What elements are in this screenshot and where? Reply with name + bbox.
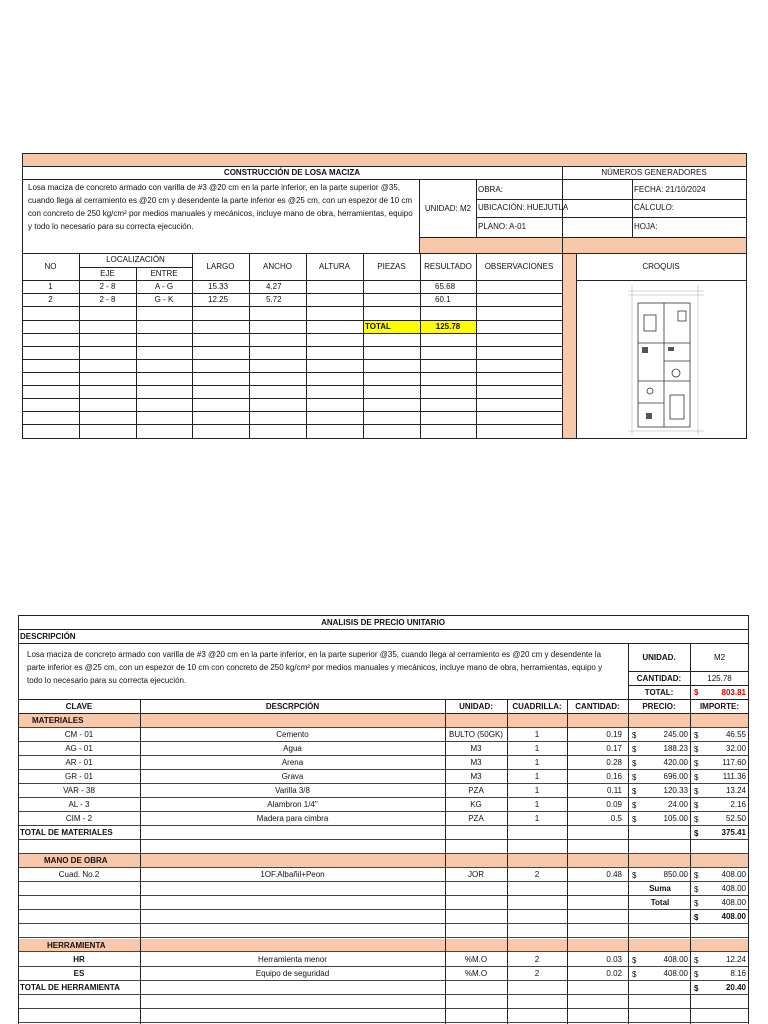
mo-final-value: 408.00 [721, 912, 746, 922]
apu-description: Losa maciza de concreto armado con varilla de #3 @20 cm en la parte inferior, en la parte superior @35, cuando llega al cerramiento es @20 cm y desendente la parte inferior es @25 cm, con un espezor de 10 cm con concreto de 250 kg/cm² por medios manuales y mecánicos, incluye mano de obra, herramientas, equipo y todo lo necesario para su correcta ejecución. [27, 650, 603, 685]
row-2-resultado: 60.1 [435, 295, 451, 305]
table-row: AG - 01 [65, 744, 93, 754]
apu-col-descripcion: DESCRPCIÓN [265, 701, 320, 711]
calculo-label: CÁLCULO: [634, 203, 675, 213]
col-eje: EJE [100, 268, 115, 278]
hoja-label: HOJA: [634, 222, 658, 232]
table-row: ES [73, 969, 85, 979]
col-localizacion: LOCALIZACIÓN [106, 255, 165, 265]
total-materiales-value: 375.41 [721, 828, 746, 838]
band-right [420, 237, 746, 253]
total-mo-value: 408.00 [721, 898, 746, 908]
unidad-label: UNIDAD: M2 [424, 204, 472, 214]
ubicacion-label: UBICACIÓN: HUEJUTLA [478, 203, 569, 213]
materiales-label: MATERIALES [32, 715, 84, 725]
col-piezas: PIEZAS [377, 261, 406, 271]
obra-label: OBRA: [478, 185, 503, 195]
table-row: Cuad. No.2 [58, 870, 100, 880]
col-largo: LARGO [206, 261, 235, 271]
row-1-eje: 2 - 8 [99, 282, 116, 292]
mano-obra-label: MANO DE OBRA [44, 855, 108, 865]
divider-band [562, 253, 576, 439]
total-value: 125.78 [420, 320, 476, 333]
row-1-largo: 15.33 [208, 282, 229, 292]
total-materiales-label: TOTAL DE MATERIALES [20, 828, 113, 838]
suma-label: Suma [649, 884, 671, 894]
col-observaciones: OBSERVACIONES [484, 261, 554, 271]
row-1-ancho: 4.27 [266, 282, 282, 292]
row-1-resultado: 65.68 [435, 282, 456, 292]
row-2-ancho: 5.72 [266, 295, 282, 305]
table-row: VAR - 38 [63, 786, 95, 796]
generadores-description: Losa maciza de concreto armado con varilla de #3 @20 cm en la parte inferior, en la parte superior @35, cuando llega al cerramiento es @20 cm y desendente la parte inferior es @25 cm, con un espezor de 10 cm con concreto de 250 kg/cm² por medios manuales y mecánicos, incluye mano de obra, herramientas, equipo y todo lo necesario para su correcta ejecución. [28, 183, 413, 231]
row-2-eje: 2 - 8 [99, 295, 116, 305]
apu-col-clave: CLAVE [65, 701, 93, 711]
total-mo-label: Total [650, 898, 670, 908]
col-resultado: RESULTADO [424, 261, 472, 271]
herramienta-label: HERRAMIENTA [47, 940, 106, 950]
table-row: GR - 01 [64, 772, 93, 782]
apu-col-precio: PRECIO: [642, 701, 676, 711]
table-row: CIM - 2 [65, 814, 93, 824]
header-band [22, 153, 746, 166]
croquis-plan-image [628, 285, 704, 435]
total-herramienta-label: TOTAL DE HERRAMIENTA [20, 983, 120, 993]
apu-total-currency: $ [694, 688, 699, 697]
table-row: HR [73, 955, 85, 965]
generadores-title: CONSTRUCCIÓN DE LOSA MACIZA [223, 167, 361, 177]
apu-col-importe: IMPORTE: [699, 701, 740, 711]
row-1-entre: A - G [154, 282, 174, 292]
suma-value: 408.00 [721, 884, 746, 894]
col-entre: ENTRE [150, 268, 178, 278]
apu-unidad-value: M2 [713, 652, 726, 662]
apu-descripcion-label: DESCRIPCIÓN [20, 631, 76, 641]
apu-col-cantidad: CANTIDAD: [575, 701, 620, 711]
apu-cantidad-label: CANTIDAD: [636, 673, 682, 683]
col-ancho: ANCHO [263, 261, 292, 271]
col-no: NO [44, 261, 57, 271]
apu-title: ANALISIS DE PRECIO UNITARIO [321, 617, 445, 627]
row-1-no: 1 [48, 282, 53, 292]
fecha-label: FECHA: 21/10/2024 [634, 185, 706, 195]
apu-col-cuadrilla: CUADRILLA: [512, 701, 562, 711]
row-2-largo: 12.25 [208, 295, 229, 305]
total-herramienta-value: 20.40 [725, 983, 746, 993]
apu-col-unidad: UNIDAD: [459, 701, 493, 711]
apu-total-label: TOTAL: [644, 687, 674, 697]
apu-unidad-label: UNIDAD. [642, 652, 676, 662]
row-2-no: 2 [48, 295, 53, 305]
row-2-entre: G - K [154, 295, 174, 305]
plano-label: PLANO: A-01 [478, 222, 527, 232]
col-croquis: CROQUIS [642, 261, 680, 271]
table-row: CM - 01 [64, 730, 94, 740]
table-row: AL - 3 [68, 800, 90, 810]
table-row: AR - 01 [65, 758, 93, 768]
generadores-header-right: NÚMEROS GENERADORES [601, 167, 707, 177]
apu-cantidad-value: 125.78 [707, 673, 732, 683]
apu-total-value: 803.81 [721, 687, 746, 697]
col-altura: ALTURA [319, 261, 350, 271]
total-label: TOTAL [363, 320, 420, 333]
